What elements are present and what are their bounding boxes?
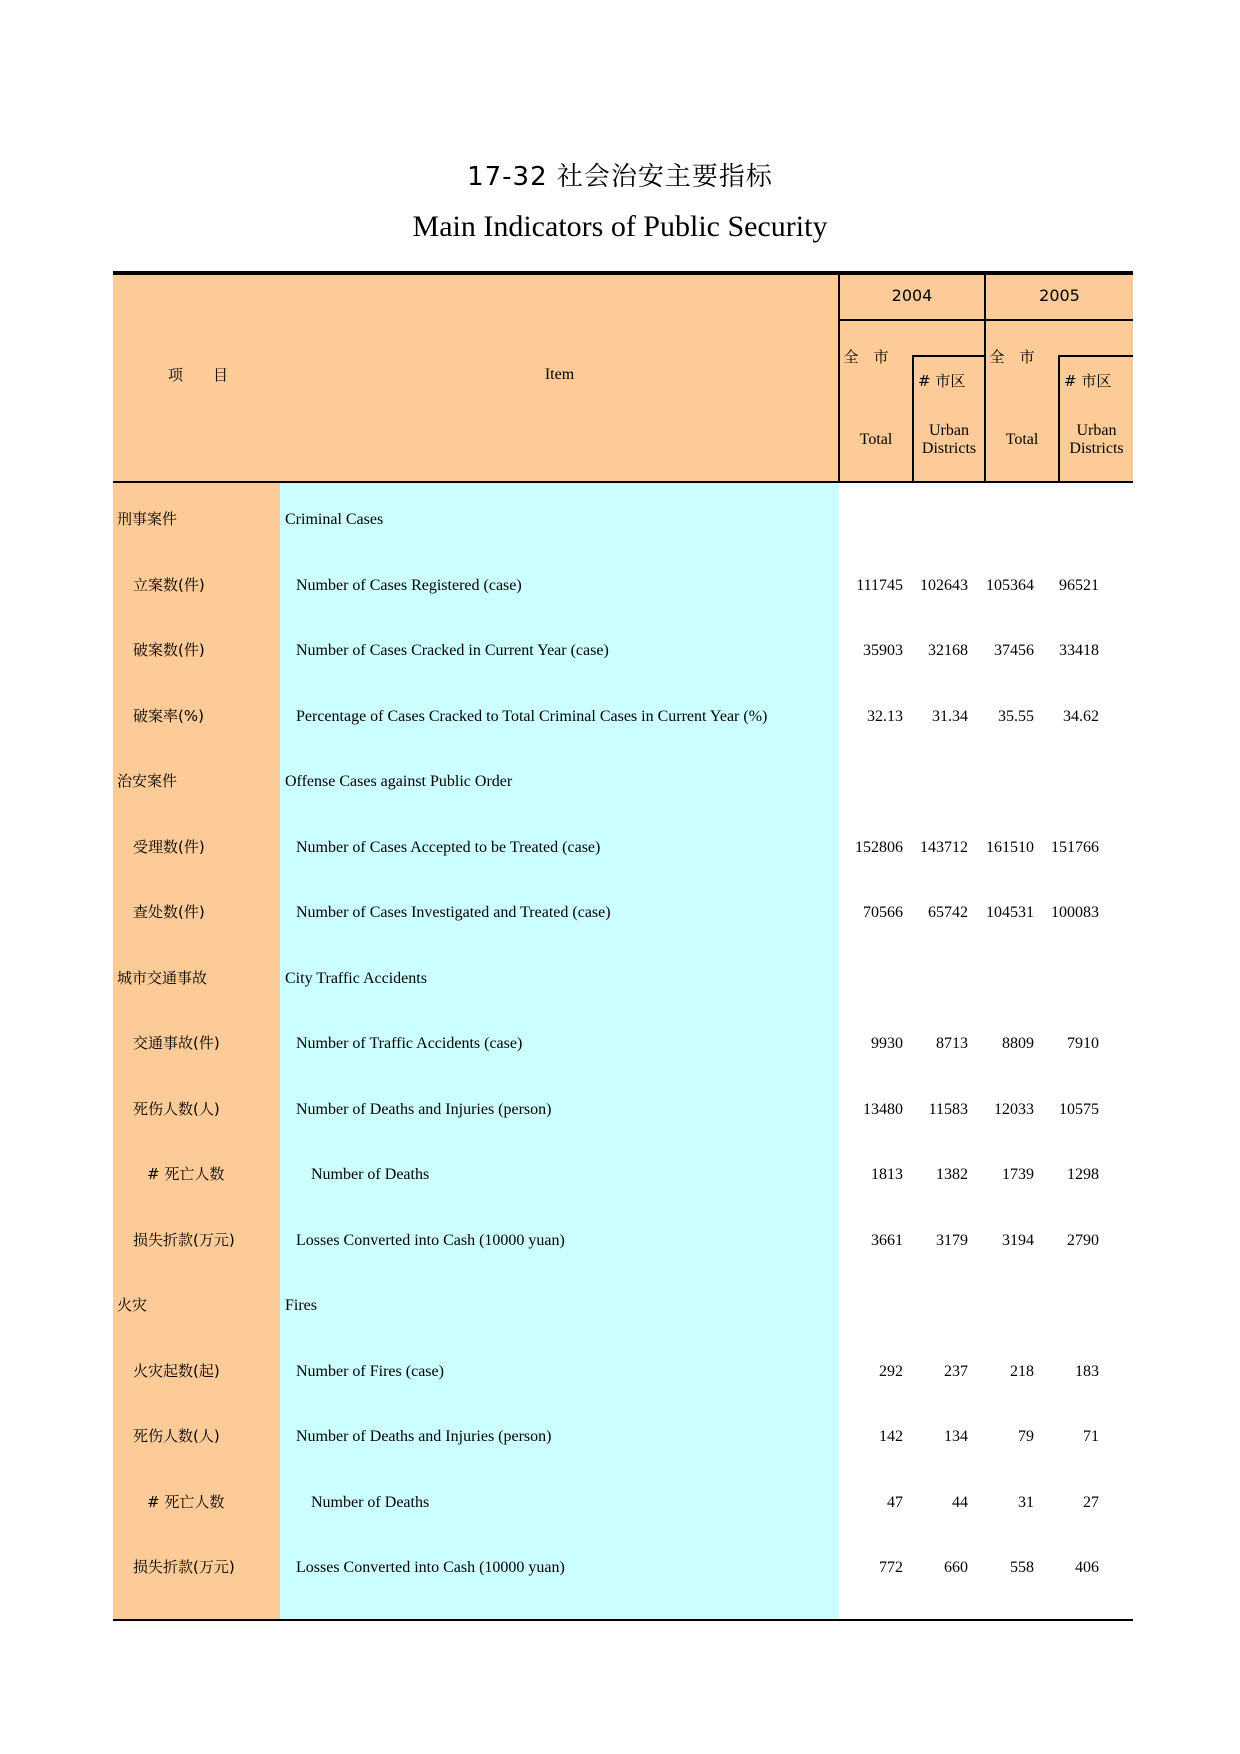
row-item-en: Number of Cases Accepted to be Treated (case): [296, 838, 601, 856]
row-value: 9930: [871, 1035, 903, 1052]
header-total-cn: 全 市: [989, 348, 1035, 366]
row-value: 65742: [928, 904, 968, 921]
row-value: 3179: [936, 1231, 968, 1249]
row-value: 2790: [1067, 1231, 1099, 1249]
row-value: [898, 487, 968, 553]
row-value: [1029, 946, 1099, 1012]
row-value: [964, 1273, 1034, 1339]
table-row: [113, 880, 1133, 946]
header-sub-rule: [912, 355, 986, 357]
row-value: 27: [1083, 1493, 1099, 1511]
row-item-en: Criminal Cases: [285, 511, 384, 528]
row-item-cn: 交通事故(件): [133, 1034, 220, 1052]
header-total-en: Total: [859, 431, 893, 448]
row-item-en: Number of Deaths: [311, 1166, 430, 1183]
row-value: 1739: [1002, 1166, 1034, 1183]
row-item-en: Number of Deaths: [311, 1493, 430, 1511]
header-item-en: Item: [544, 366, 575, 383]
row-item-en: Losses Converted into Cash (10000 yuan): [296, 1231, 565, 1249]
row-item-en: Number of Traffic Accidents (case): [296, 1035, 523, 1052]
row-value: [898, 946, 968, 1012]
header-urban-cn: # 市区: [918, 372, 966, 390]
row-value: 237: [944, 1362, 968, 1380]
row-value: 102643: [920, 576, 968, 594]
table-top-rule: [113, 271, 1133, 275]
table-bottom-rule: [113, 1619, 1133, 1621]
title-english: Main Indicators of Public Security: [412, 210, 828, 243]
row-value: [964, 946, 1034, 1012]
row-item-en: Percentage of Cases Cracked to Total Criminal Cases in Current Year (%): [296, 707, 768, 725]
table-row: [113, 749, 1133, 815]
table-row: [113, 1011, 1133, 1077]
row-value: 183: [1075, 1362, 1099, 1380]
row-value: 31.34: [932, 707, 968, 725]
row-value: [1029, 487, 1099, 553]
table-row: [113, 618, 1133, 684]
row-value: 47: [887, 1493, 903, 1511]
row-value: 772: [879, 1559, 903, 1576]
row-value: [833, 946, 903, 1012]
table-row: [113, 815, 1133, 881]
table-row: [113, 553, 1133, 619]
row-value: 218: [1010, 1362, 1034, 1380]
row-value: 44: [952, 1493, 968, 1511]
row-value: 1298: [1067, 1166, 1099, 1183]
row-value: 12033: [994, 1100, 1034, 1118]
row-value: 105364: [986, 576, 1034, 594]
row-value: 100083: [1051, 904, 1099, 921]
header-total-cn: 全 市: [843, 348, 889, 366]
row-value: 134: [944, 1428, 968, 1445]
row-value: [833, 1273, 903, 1339]
row-value: 13480: [863, 1100, 903, 1118]
row-item-cn: 立案数(件): [133, 575, 205, 594]
row-value: 3661: [871, 1231, 903, 1249]
row-value: [1029, 749, 1099, 815]
row-item-cn: 死伤人数(人): [133, 1427, 220, 1445]
header-sub-rule: [1058, 355, 1133, 357]
header-urban-en: [1060, 422, 1133, 458]
row-value: 10575: [1059, 1100, 1099, 1118]
header-year-2005: 2005: [1039, 286, 1080, 305]
header-item-cn: 项 目: [167, 366, 228, 384]
row-value: 104531: [986, 904, 1034, 921]
row-item-cn: # 死亡人数: [147, 1492, 225, 1511]
row-value: 35.55: [998, 707, 1034, 725]
row-value: 111745: [856, 576, 903, 594]
row-value: [833, 487, 903, 553]
row-value: 31: [1018, 1493, 1034, 1511]
header-total-en: Total: [1005, 431, 1039, 448]
row-value: 151766: [1051, 838, 1099, 856]
header-year-rule: [838, 319, 1133, 321]
table-row: [113, 1535, 1133, 1601]
row-item-cn: 受理数(件): [133, 837, 205, 856]
row-value: [898, 749, 968, 815]
header-urban-en: [914, 422, 984, 458]
header-year-2004: 2004: [891, 286, 933, 305]
row-item-en: Number of Cases Cracked in Current Year (case): [296, 642, 609, 659]
row-value: 32.13: [867, 707, 903, 725]
row-item-en: Number of Deaths and Injuries (person): [296, 1428, 552, 1445]
row-value: [898, 1273, 968, 1339]
row-item-cn: 破案数(件): [133, 641, 205, 659]
row-item-en: City Traffic Accidents: [285, 969, 427, 987]
row-value: 558: [1010, 1559, 1034, 1576]
row-item-cn: 刑事案件: [117, 510, 178, 528]
row-item-cn: 城市交通事故: [117, 968, 208, 987]
row-item-en: Offense Cases against Public Order: [285, 773, 513, 790]
row-item-en: Number of Cases Registered (case): [296, 576, 522, 594]
row-value: 34.62: [1063, 707, 1099, 725]
row-value: [1029, 1273, 1099, 1339]
row-value: 33418: [1059, 642, 1099, 659]
row-item-cn: 损失折款(万元): [133, 1230, 235, 1249]
row-item-cn: 治安案件: [117, 772, 178, 790]
row-value: 8809: [1002, 1035, 1034, 1052]
row-item-cn: 火灾起数(起): [133, 1361, 220, 1380]
title-chinese: 17-32 社会治安主要指标: [467, 162, 773, 192]
header-bottom-rule: [113, 481, 1133, 483]
row-item-en: Fires: [285, 1297, 317, 1314]
row-value: 406: [1075, 1559, 1099, 1576]
row-item-cn: 死伤人数(人): [133, 1099, 220, 1118]
table-row: [113, 1208, 1133, 1274]
row-value: 142: [879, 1428, 903, 1445]
row-item-cn: # 死亡人数: [147, 1165, 225, 1183]
row-value: 292: [879, 1362, 903, 1380]
row-value: 8713: [936, 1035, 968, 1052]
table-row: [113, 1273, 1133, 1339]
table-row: [113, 487, 1133, 553]
row-value: 35903: [863, 642, 903, 659]
row-value: 3194: [1002, 1231, 1034, 1249]
table-row: [113, 1142, 1133, 1208]
row-value: 161510: [986, 838, 1034, 856]
row-item-en: Number of Deaths and Injuries (person): [296, 1100, 552, 1118]
row-value: [964, 487, 1034, 553]
row-value: 1382: [936, 1166, 968, 1183]
row-value: 96521: [1059, 576, 1099, 594]
row-value: [833, 749, 903, 815]
table-row: [113, 1339, 1133, 1405]
row-value: 7910: [1067, 1035, 1099, 1052]
header-urban-en-line2: Districts: [921, 440, 977, 457]
table-row: [113, 946, 1133, 1012]
row-value: 152806: [855, 838, 903, 856]
row-item-en: Number of Fires (case): [296, 1362, 444, 1380]
table-row: [113, 1404, 1133, 1470]
row-value: 32168: [928, 642, 968, 659]
row-item-en: Losses Converted into Cash (10000 yuan): [296, 1559, 565, 1576]
row-value: 70566: [863, 904, 903, 921]
row-value: 11583: [928, 1100, 968, 1118]
row-item-cn: 火灾: [117, 1296, 148, 1314]
header-urban-en-line2: Districts: [1069, 440, 1124, 457]
table-row: [113, 1470, 1133, 1536]
row-value: 37456: [994, 642, 1034, 659]
header-urban-en-line1: Urban: [1076, 422, 1117, 439]
indicators-table: [113, 271, 1133, 1623]
row-value: [964, 749, 1034, 815]
table-row: [113, 684, 1133, 750]
row-value: 660: [944, 1559, 968, 1576]
row-item-cn: 损失折款(万元): [133, 1558, 235, 1576]
row-value: 71: [1083, 1428, 1099, 1445]
row-value: 1813: [871, 1166, 903, 1183]
header-urban-en-line1: Urban: [929, 422, 969, 439]
header-urban-cn: # 市区: [1064, 372, 1112, 390]
row-value: 79: [1018, 1428, 1034, 1445]
row-item-cn: 查处数(件): [133, 903, 205, 921]
row-item-en: Number of Cases Investigated and Treated (case): [296, 904, 611, 921]
row-item-cn: 破案率(%): [133, 706, 204, 725]
row-value: 143712: [920, 838, 968, 856]
table-row: [113, 1077, 1133, 1143]
